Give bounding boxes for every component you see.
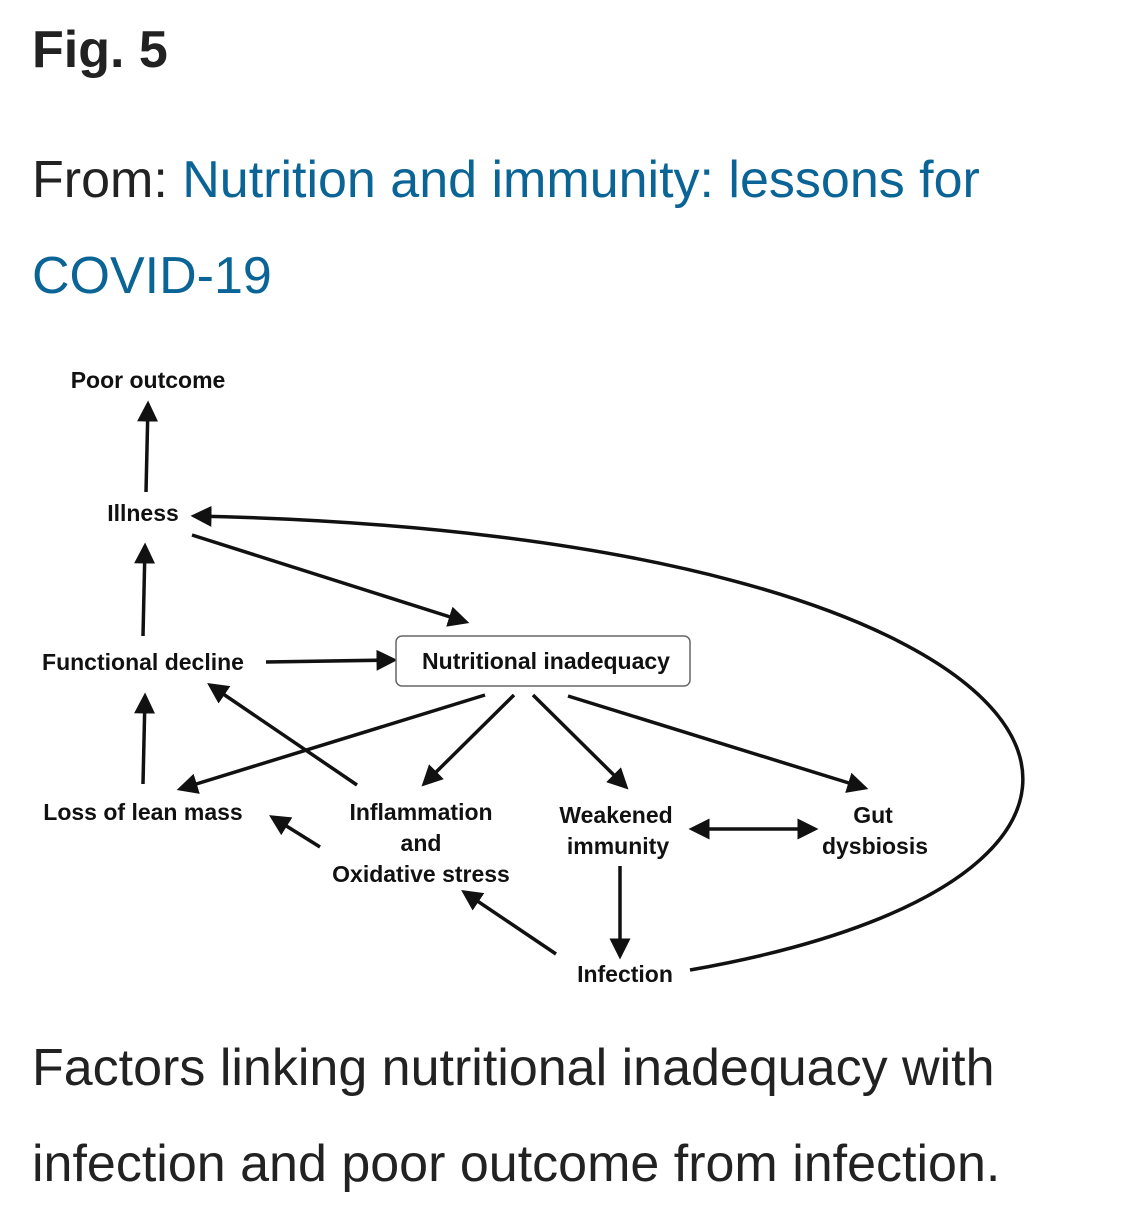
figure-source [32,132,1112,324]
node-gut-line1: Gut [853,802,893,828]
arrow-inflammation-to-functional-decline [210,685,357,785]
arrow-infection-to-inflammation [464,892,556,954]
node-infection: Infection [577,961,673,987]
flow-diagram [0,340,1146,1020]
arrow-illness-to-poor-outcome [146,404,148,492]
arrow-lean-mass-to-functional-decline [143,696,145,784]
node-inflammation-line2: and [400,830,442,856]
arrow-infection-to-illness [194,516,1023,970]
node-nutritional-inadequacy: Nutritional inadequacy [422,648,670,674]
node-poor-outcome: Poor outcome [70,367,226,393]
arrow-functional-decline-to-illness [143,546,145,636]
figure-caption: Factors linking nutritional inadequacy with infection and poor outcome from infection. [32,1039,1001,1193]
node-inflammation-line1: Inflammation [349,799,493,825]
arrow-illness-to-nutritional-inadequacy [192,535,466,622]
node-gut-line2: dysbiosis [821,833,929,859]
arrow-inflammation-to-lean-mass [272,817,320,847]
node-loss-of-lean-mass: Loss of lean mass [43,799,243,825]
node-weakened-line2: immunity [566,833,670,859]
node-weakened-line1: Weakened [559,802,673,828]
from-prefix: From: [32,151,183,209]
source-article-link[interactable]: Nutrition and immunity: lessons for COVID-19 [32,151,980,305]
node-illness: Illness [107,500,179,526]
arrow-nutritional-inadequacy-to-lean-mass [180,695,485,789]
arrow-functional-decline-to-nutritional-inadequacy [266,660,394,662]
node-functional-decline: Functional decline [42,649,244,675]
node-inflammation-line3: Oxidative stress [332,861,510,887]
figure-label: Fig. 5 [32,21,168,79]
